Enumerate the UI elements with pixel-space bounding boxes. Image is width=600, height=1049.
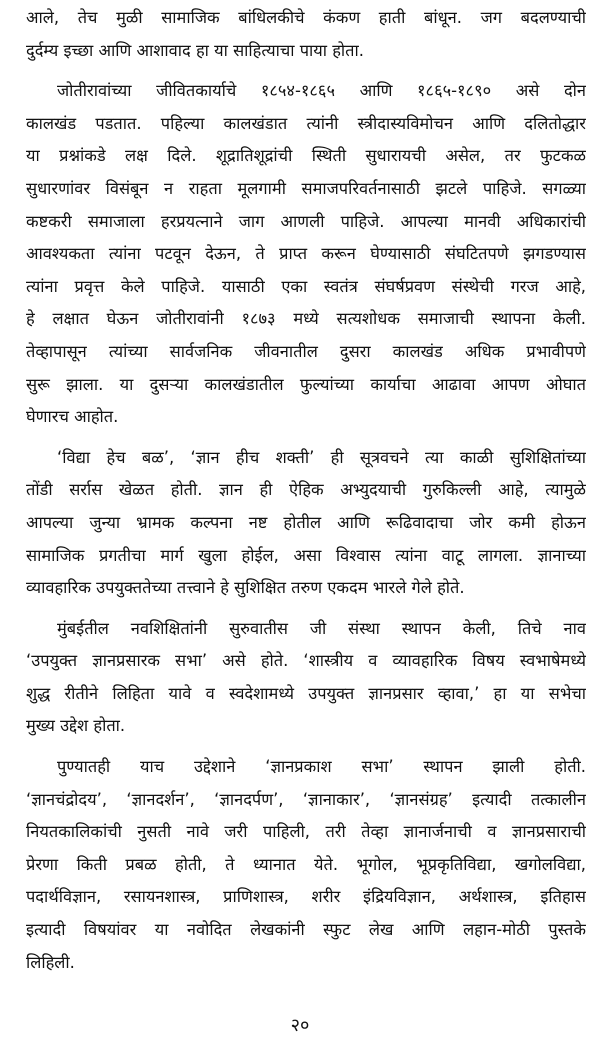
paragraph-line: दुर्दम्य इच्छा आणि आशावाद हा या साहित्याचा पाया होता. [26,40,364,60]
paragraph-line: कालखंड पडतात. पहिल्या कालखंडात त्यांनी स्त्रीदास्यविमोचन आणि दलितोद्धार [26,113,586,133]
paragraph [26,613,586,743]
paragraph-line: नियतकालिकांची नुसती नावे जरी पाहिली, तरी तेव्हा ज्ञानार्जनाची व ज्ञानप्रसाराची [26,822,586,842]
paragraph-line: सामाजिक प्रगतीचा मार्ग खुला होईल, असा विश्वास त्यांना वाटू लागला. ज्ञानाच्या [26,545,586,565]
paragraph [26,442,586,605]
paragraph-line: इत्यादी विषयांवर या नवोदित लेखकांनी स्फुट लेख आणि लहान-मोठी पुस्तके [26,920,586,940]
paragraph-line: आवश्यकता त्यांना पटवून देऊन, ते प्राप्त करून घेण्यासाठी संघटितपणे झगडण्यास [26,244,586,264]
paragraph-line: आले, तेच मुळी सामाजिक बांधिलकीचे कंकण हाती बांधून. जग बदलण्याची [26,8,586,27]
paragraph-line: व्यावहारिक उपयुक्ततेच्या तत्त्वाने हे सुशिक्षित तरुण एकदम भारले गेले होते. [26,578,465,598]
paragraph-line: ‘उपयुक्त ज्ञानप्रसारक सभा’ असे होते. ‘शास्त्रीय व व्यावहारिक विषय स्वभाषेमध्ये [26,651,586,671]
paragraph [26,2,586,67]
paragraph-line: ‘विद्या हेच बळ’, ‘ज्ञान हीच शक्ती’ ही सूत्रवचने त्या काळी सुशिक्षितांच्या [57,447,586,467]
paragraph-line: घेणारच आहोत. [26,407,119,427]
paragraph-line: मुख्य उद्देश होता. [26,716,126,736]
paragraph-line: जोतीरावांच्या जीवितकार्याचे १८५४-१८६५ आणि १८६५-१८९० असे दोन [57,81,586,101]
paragraph-line: मुंबईतील नवशिक्षितांनी सुरुवातीस जी संस्था स्थापन केली, तिचे नाव [57,618,586,638]
paragraph-gap [26,67,586,75]
paragraph-line: हे लक्षात घेऊन जोतीरावांनी १८७३ मध्ये सत्यशोधक समाजाची स्थापना केली. [26,309,586,329]
paragraph-line: तोंडी सर्रास खेळत होती. ज्ञान ही ऐहिक अभ्युदयाची गुरुकिल्ली आहे, त्यामुळे [26,480,586,500]
paragraph-line: प्रेरणा किती प्रबळ होती, ते ध्यानात येते. भूगोल, भूप्रकृतिविद्या, खगोलविद्या, [26,854,586,874]
paragraph [26,75,586,434]
paragraph-line: शुद्ध रीतीने लिहिता यावे व स्वदेशामध्ये उपयुक्त ज्ञानप्रसार व्हावा,’ हा या सभेचा [26,683,586,703]
paragraph-line: पुण्यातही याच उद्देशाने ‘ज्ञानप्रकाश सभा’ स्थापन झाली होती. [57,757,586,777]
paragraph-gap [26,605,586,613]
paragraph-line: तेव्हापासून त्यांच्या सार्वजनिक जीवनातील दुसरा कालखंड अधिक प्रभावीपणे [26,341,586,361]
paragraph-gap [26,434,586,442]
paragraph-line: पदार्थविज्ञान, रसायनशास्त्र, प्राणिशास्त्र, शरीर इंद्रियविज्ञान, अर्थशास्त्र, इतिहास [26,887,586,907]
page-body-text [26,2,586,979]
page-number: २० [290,1015,310,1036]
paragraph-line: कष्टकरी समाजाला हरप्रयत्नाने जाग आणली पाहिजे. आपल्या मानवी अधिकारांची [26,211,586,231]
paragraph-line: या प्रश्नांकडे लक्ष दिले. शूद्रातिशूद्रांची स्थिती सुधारायची असेल, तर फुटकळ [26,146,586,166]
paragraph-line: लिहिली. [26,952,75,972]
paragraph-line: सुधारणांवर विसंबून न राहता मूलगामी समाजपरिवर्तनासाठी झटले पाहिजे. सगळ्या [26,178,586,198]
paragraph-line: आपल्या जुन्या भ्रामक कल्पना नष्ट होतील आणि रूढिवादाचा जोर कमी होऊन [26,512,586,532]
paragraph-line: त्यांना प्रवृत्त केले पाहिजे. यासाठी एका स्वतंत्र संघर्षप्रवण संस्थेची गरज आहे, [26,276,586,296]
paragraph-line: ‘ज्ञानचंद्रोदय’, ‘ज्ञानदर्शन’, ‘ज्ञानदर्पण’, ‘ज्ञानाकार’, ‘ज्ञानसंग्रह’ इत्यादी तत्कालीन [26,789,586,809]
paragraph-gap [26,743,586,751]
paragraph [26,751,586,979]
paragraph-line: सुरू झाला. या दुसऱ्या कालखंडातील फुल्यांच्या कार्याचा आढावा आपण ओघात [26,374,586,394]
